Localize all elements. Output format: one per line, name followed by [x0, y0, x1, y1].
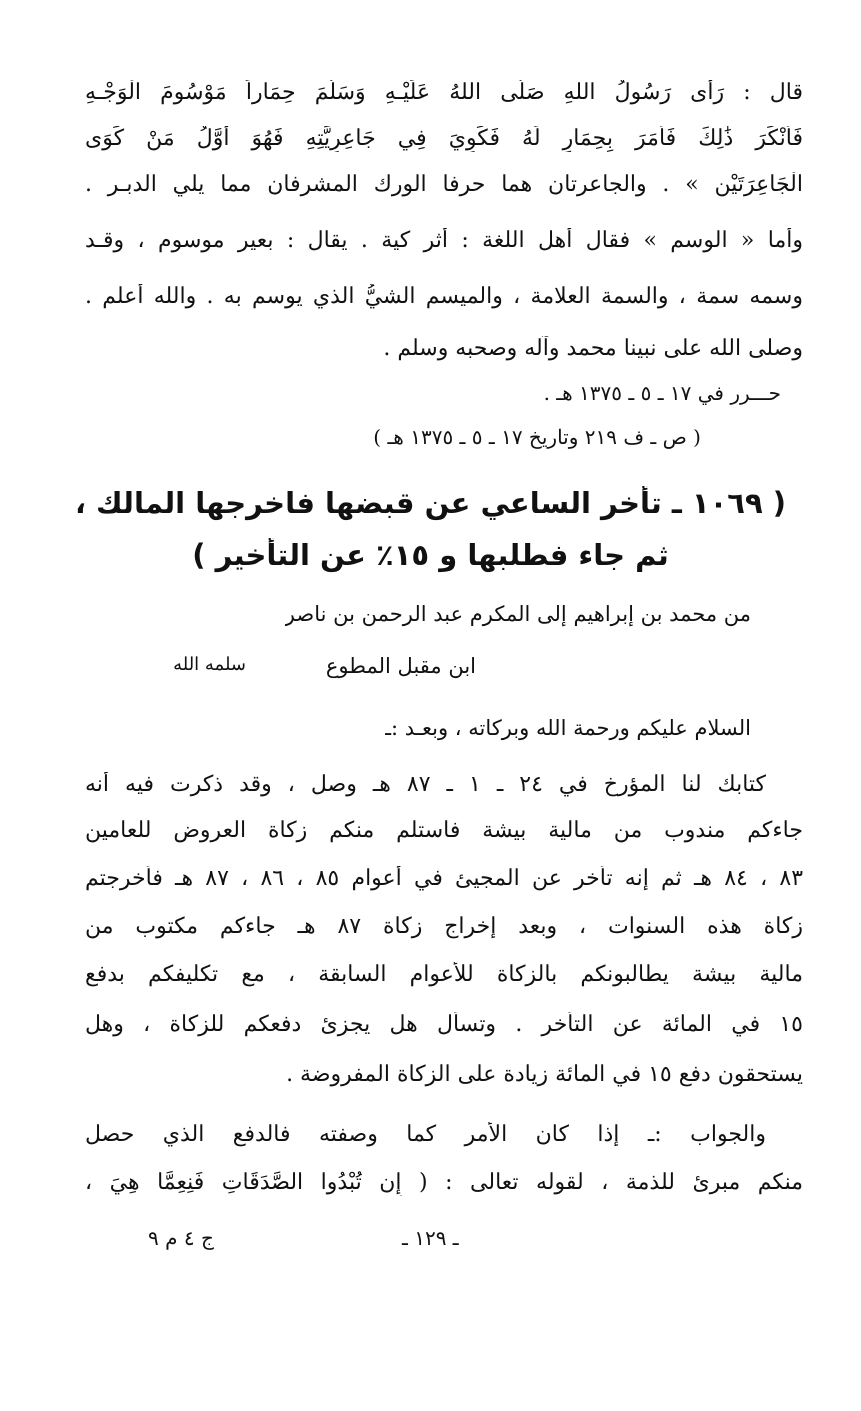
question-line-6: ١٥ في المائة عن التأخر . وتسأل هل يجزئ دفعكم للزكاة ، وهل — [85, 1012, 803, 1037]
reference-note: ( ص ـ ف ٢١٩ وتاريخ ١٧ ـ ٥ ـ ١٣٧٥ هـ ) — [373, 425, 701, 449]
greeting: السلام عليكم ورحمة الله وبركاته ، وبعـد :ـ — [384, 716, 751, 740]
question-line-4: زكاة هذه السنوات ، وبعد إخراج زكاة ٨٧ هـ جاءكم مكتوب من — [85, 914, 803, 939]
question-line-1: كتابك لنا المؤرخ في ٢٤ ـ ١ ـ ٨٧ هـ وصل ، وقد ذكرت فيه أنه — [85, 772, 766, 797]
explanation-line-1: وأما « الوسم » فقال أهل اللغة : أثر كية . يقال : بعير موسوم ، وقـد — [85, 228, 803, 253]
signature-code: ج ٤ م ٩ — [148, 1226, 214, 1250]
question-line-5: مالية بيشة يطالبونكم بالزكاة للأعوام السابقة ، مع تكليفكم بدفع — [85, 962, 803, 987]
recipient-name: ابن مقبل المطوع — [325, 654, 476, 678]
hadith-line-3: الْجَاعِرَتَيْنِ » . والجاعرتان هما حرفا الورك المشرفان مما يلي الدبـر . — [85, 172, 803, 197]
recipient-blessing: سلمه الله — [173, 654, 246, 675]
date-written: حـــرر في ١٧ ـ ٥ ـ ١٣٧٥ هـ . — [543, 381, 781, 405]
answer-line-1: والجواب :ـ إذا كان الأمر كما وصفته فالدفع الذي حصل — [85, 1122, 766, 1147]
question-line-2: جاءكم مندوب من مالية بيشة فاستلم منكم زكاة العروض للعامين — [85, 818, 803, 843]
letter-from-line: من محمد بن إبراهيم إلى المكرم عبد الرحمن بن ناصر — [284, 602, 751, 626]
answer-line-2: منكم مبرئ للذمة ، لقوله تعالى : ( إِن تُبْدُوا الصَّدَقَاتِ فَنِعِمَّا هِيَ ، — [85, 1170, 803, 1195]
hadith-line-2: فَأَنْكَرَ ذَٰلِكَ فَأَمَرَ بِحِمَارٍ لَهُ فَكَوِيَ فِي جَاعِرِيَّتِهِ فَهُوَ أَوَّلُ مَنْ كَوَى — [85, 126, 803, 151]
closing-prayer: وصلى الله على نبينا محمد وآله وصحبه وسلم . — [383, 336, 803, 361]
question-line-3: ٨٣ ، ٨٤ هـ ثم إنه تأخر عن المجيئ في أعوام ٨٥ ، ٨٦ ، ٨٧ هـ فأخرجتم — [85, 866, 803, 891]
fatwa-heading-line-1: ( ١٠٦٩ ـ تأخر الساعي عن قبضها فاخرجها المالك ، — [74, 486, 787, 520]
question-line-7: يستحقون دفع ١٥ في المائة زيادة على الزكاة المفروضة . — [286, 1062, 803, 1087]
hadith-line-1: قال : رَأَى رَسُولُ اللهِ صَلَّى اللهُ عَلَيْـهِ وَسَلَّمَ حِمَاراً مَوْسُومَ الْوَجْـهِ — [85, 80, 803, 105]
explanation-line-2: وسمه سمة ، والسمة العلامة ، والميسم الشيُّ الذي يوسم به . والله أعلم . — [85, 284, 803, 309]
page-number: ـ ١٢٩ ـ — [402, 1226, 459, 1250]
fatwa-heading-line-2: ثم جاء فطلبها و ١٥٪ عن التأخير ) — [192, 538, 669, 572]
